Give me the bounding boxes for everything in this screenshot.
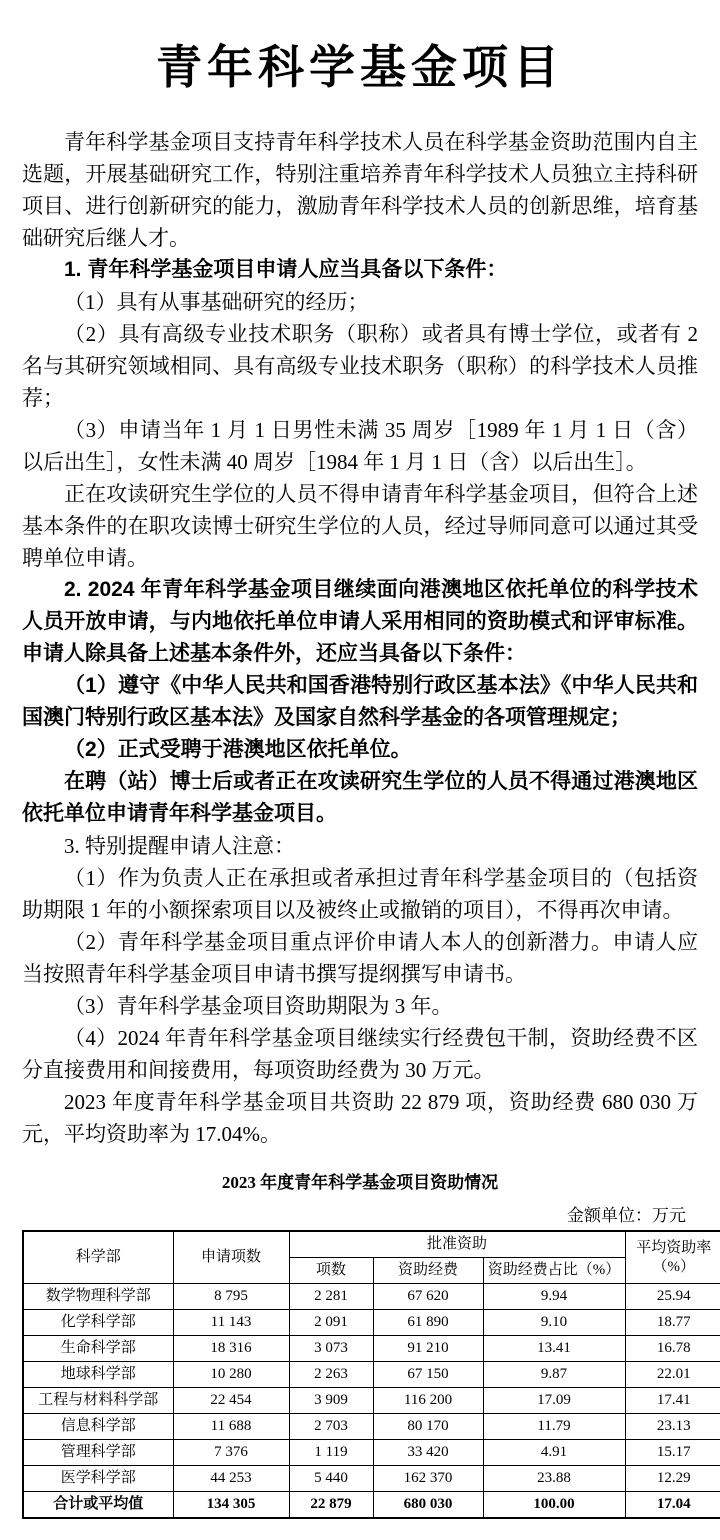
table-row [23, 1440, 720, 1466]
cell-funding: 67 620 [373, 1284, 483, 1310]
cell-approved: 3 909 [289, 1388, 373, 1414]
header-avg-rate-line1: 平均资助率 [628, 1239, 720, 1258]
cell-share: 9.87 [483, 1362, 625, 1388]
section2-heading: 2. 2024 年青年科学基金项目继续面向港澳地区依托单位的科学技术人员开放申请，与内地依托单位申请人采用相同的资助模式和评审标准。申请人除具备上述基本条件外，还应当具备以下条件： [22, 574, 698, 670]
header-applications: 申请项数 [173, 1231, 289, 1284]
hk-macau-note: 在聘（站）博士后或者正在攻读研究生学位的人员不得通过港澳地区依托单位申请青年科学基金项目。 [22, 766, 698, 830]
header-avg-rate [625, 1231, 720, 1284]
reminder-2: （2）青年科学基金项目重点评价申请人本人的创新潜力。申请人应当按照青年科学基金项目申请书撰写提纲撰写申请书。 [22, 926, 698, 990]
funding-table [22, 1230, 720, 1519]
cell-share: 23.88 [483, 1466, 625, 1492]
cell-rate: 23.13 [625, 1414, 720, 1440]
cell-approved: 3 073 [289, 1336, 373, 1362]
cell-rate: 15.17 [625, 1440, 720, 1466]
cell-funding: 33 420 [373, 1440, 483, 1466]
grad-student-note: 正在攻读研究生学位的人员不得申请青年科学基金项目，但符合上述基本条件的在职攻读博士研究生学位的人员，经过导师同意可以通过其受聘单位申请。 [22, 478, 698, 574]
cell-department: 信息科学部 [23, 1414, 173, 1440]
cell-department: 地球科学部 [23, 1362, 173, 1388]
table-row [23, 1414, 720, 1440]
cell-rate: 12.29 [625, 1466, 720, 1492]
cell-applications: 11 143 [173, 1310, 289, 1336]
table-row [23, 1284, 720, 1310]
header-approved-count: 项数 [289, 1258, 373, 1284]
cell-applications: 134 305 [173, 1492, 289, 1519]
page-title: 青年科学基金项目 [22, 40, 698, 96]
cell-approved: 5 440 [289, 1466, 373, 1492]
cell-department: 医学科学部 [23, 1466, 173, 1492]
header-approved-group: 批准资助 [289, 1231, 625, 1258]
cell-department: 数学物理科学部 [23, 1284, 173, 1310]
cell-approved: 2 703 [289, 1414, 373, 1440]
cell-share: 13.41 [483, 1336, 625, 1362]
table-row [23, 1466, 720, 1492]
cell-share: 11.79 [483, 1414, 625, 1440]
condition-1: （1）具有从事基础研究的经历； [22, 286, 698, 318]
header-avg-rate-line2: （%） [628, 1258, 720, 1277]
reminder-3: （3）青年科学基金项目资助期限为 3 年。 [22, 990, 698, 1022]
cell-rate: 25.94 [625, 1284, 720, 1310]
cell-funding: 680 030 [373, 1492, 483, 1519]
cell-department: 合计或平均值 [23, 1492, 173, 1519]
cell-funding: 91 210 [373, 1336, 483, 1362]
cell-applications: 44 253 [173, 1466, 289, 1492]
section1-heading: 1. 青年科学基金项目申请人应当具备以下条件： [22, 254, 698, 286]
cell-share: 9.94 [483, 1284, 625, 1310]
header-funding-share: 资助经费占比（%） [483, 1258, 625, 1284]
funding-stats-2023: 2023 年度青年科学基金项目共资助 22 879 项，资助经费 680 030 万元，平均资助率为 17.04%。 [22, 1086, 698, 1150]
cell-share: 9.10 [483, 1310, 625, 1336]
document-page [0, 40, 720, 1519]
hk-macau-condition-2: （2）正式受聘于港澳地区依托单位。 [22, 734, 698, 766]
condition-3: （3）申请当年 1 月 1 日男性未满 35 周岁［1989 年 1 月 1 日（含）以后出生］，女性未满 40 周岁［1984 年 1 月 1 日（含）以后出生］。 [22, 414, 698, 478]
table-row [23, 1310, 720, 1336]
table-row [23, 1362, 720, 1388]
cell-share: 4.91 [483, 1440, 625, 1466]
cell-rate: 22.01 [625, 1362, 720, 1388]
cell-rate: 17.04 [625, 1492, 720, 1519]
cell-applications: 18 316 [173, 1336, 289, 1362]
header-department: 科学部 [23, 1231, 173, 1284]
table-header-row-1 [23, 1231, 720, 1258]
cell-rate: 18.77 [625, 1310, 720, 1336]
cell-funding: 80 170 [373, 1414, 483, 1440]
cell-approved: 22 879 [289, 1492, 373, 1519]
cell-approved: 2 263 [289, 1362, 373, 1388]
cell-applications: 22 454 [173, 1388, 289, 1414]
table-row [23, 1336, 720, 1362]
cell-department: 管理科学部 [23, 1440, 173, 1466]
cell-department: 化学科学部 [23, 1310, 173, 1336]
table-title: 2023 年度青年科学基金项目资助情况 [22, 1168, 698, 1193]
table-row [23, 1388, 720, 1414]
cell-rate: 17.41 [625, 1388, 720, 1414]
cell-rate: 16.78 [625, 1336, 720, 1362]
cell-funding: 61 890 [373, 1310, 483, 1336]
cell-applications: 11 688 [173, 1414, 289, 1440]
condition-2: （2）具有高级专业技术职务（职称）或者具有博士学位，或者有 2 名与其研究领域相同、具有高级专业技术职务（职称）的科学技术人员推荐； [22, 318, 698, 414]
intro-paragraph: 青年科学基金项目支持青年科学技术人员在科学基金资助范围内自主选题，开展基础研究工作，特别注重培养青年科学技术人员独立主持科研项目、进行创新研究的能力，激励青年科学技术人员的创新思维，培育基础研究后继人才。 [22, 126, 698, 254]
hk-macau-condition-1: （1）遵守《中华人民共和国香港特别行政区基本法》《中华人民共和国澳门特别行政区基本法》及国家自然科学基金的各项管理规定； [22, 670, 698, 734]
cell-approved: 2 091 [289, 1310, 373, 1336]
cell-applications: 7 376 [173, 1440, 289, 1466]
cell-funding: 116 200 [373, 1388, 483, 1414]
cell-approved: 1 119 [289, 1440, 373, 1466]
cell-funding: 67 150 [373, 1362, 483, 1388]
cell-department: 生命科学部 [23, 1336, 173, 1362]
section3-heading: 3. 特别提醒申请人注意： [22, 830, 698, 862]
cell-share: 17.09 [483, 1388, 625, 1414]
cell-applications: 8 795 [173, 1284, 289, 1310]
reminder-1: （1）作为负责人正在承担或者承担过青年科学基金项目的（包括资助期限 1 年的小额探索项目以及被终止或撤销的项目），不得再次申请。 [22, 862, 698, 926]
cell-approved: 2 281 [289, 1284, 373, 1310]
cell-share: 100.00 [483, 1492, 625, 1519]
cell-applications: 10 280 [173, 1362, 289, 1388]
cell-funding: 162 370 [373, 1466, 483, 1492]
unit-note: 金额单位：万元 [22, 1201, 686, 1226]
cell-department: 工程与材料科学部 [23, 1388, 173, 1414]
header-funding: 资助经费 [373, 1258, 483, 1284]
reminder-4: （4）2024 年青年科学基金项目继续实行经费包干制，资助经费不区分直接费用和间接费用，每项资助经费为 30 万元。 [22, 1022, 698, 1086]
table-total-row [23, 1492, 720, 1519]
